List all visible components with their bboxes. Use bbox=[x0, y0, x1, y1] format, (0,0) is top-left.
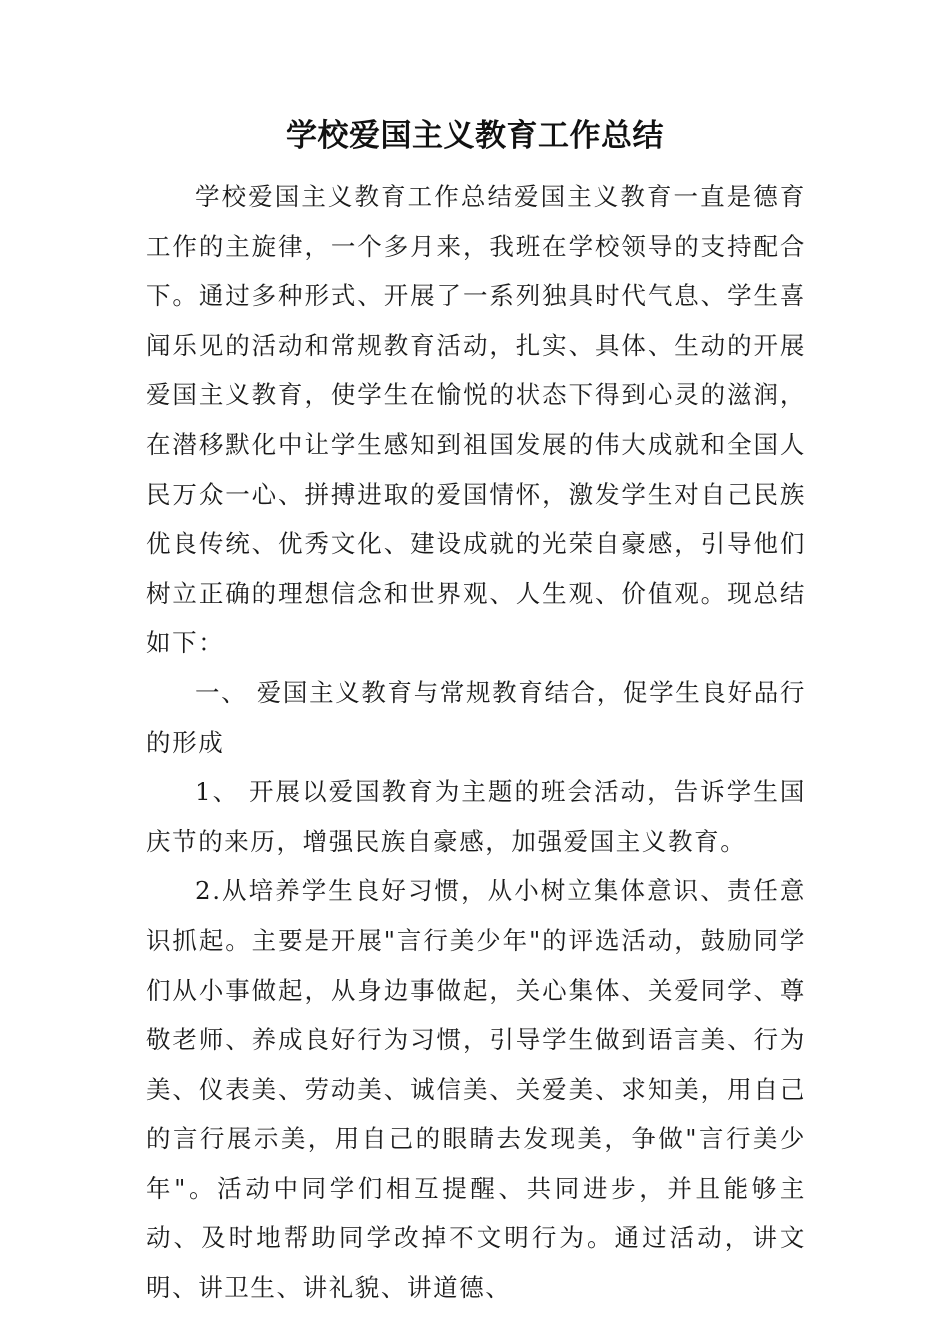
section-heading-1: 一、 爱国主义教育与常规教育结合，促学生良好品行的形成 bbox=[146, 677, 806, 757]
document-title: 学校爱国主义教育工作总结 bbox=[286, 118, 664, 154]
paragraph-intro: 学校爱国主义教育工作总结爱国主义教育一直是德育工作的主旋律，一个多月来，我班在学校领导的支持配合下。通过多种形式、开展了一系列独具时代气息、学生喜闻乐见的活动和常规教育活动，扎实、具体、生动的开展爱国主义教育，使学生在愉悦的状态下得到心灵的滋润，在潜移默化中让学生感知到祖国发展的伟大成就和全国人民万众一心、拼搏进取的爱国情怀，激发学生对自己民族优良传统、优秀文化、建设成就的光荣自豪感，引导他们树立正确的理想信念和世界观、人生观、价值观。现总结如下： bbox=[146, 182, 806, 658]
document-body bbox=[146, 172, 806, 1313]
paragraph-item-2: 2.从培养学生良好习惯，从小树立集体意识、责任意识抓起。主要是开展"言行美少年"的评选活动，鼓励同学们从小事做起，从身边事做起，关心集体、关爱同学、尊敬老师、养成良好行为习惯，引导学生做到语言美、行为美、仪表美、劳动美、诚信美、关爱美、求知美，用自己的言行展示美，用自己的眼睛去发现美，争做"言行美少年"。活动中同学们相互提醒、共同进步，并且能够主动、及时地帮助同学改掉不文明行为。通过活动，讲文明、讲卫生、讲礼貌、讲道德、 bbox=[146, 876, 806, 1303]
paragraph-item-1: 1、 开展以爱国教育为主题的班会活动，告诉学生国庆节的来历，增强民族自豪感，加强爱国主义教育。 bbox=[146, 777, 806, 856]
